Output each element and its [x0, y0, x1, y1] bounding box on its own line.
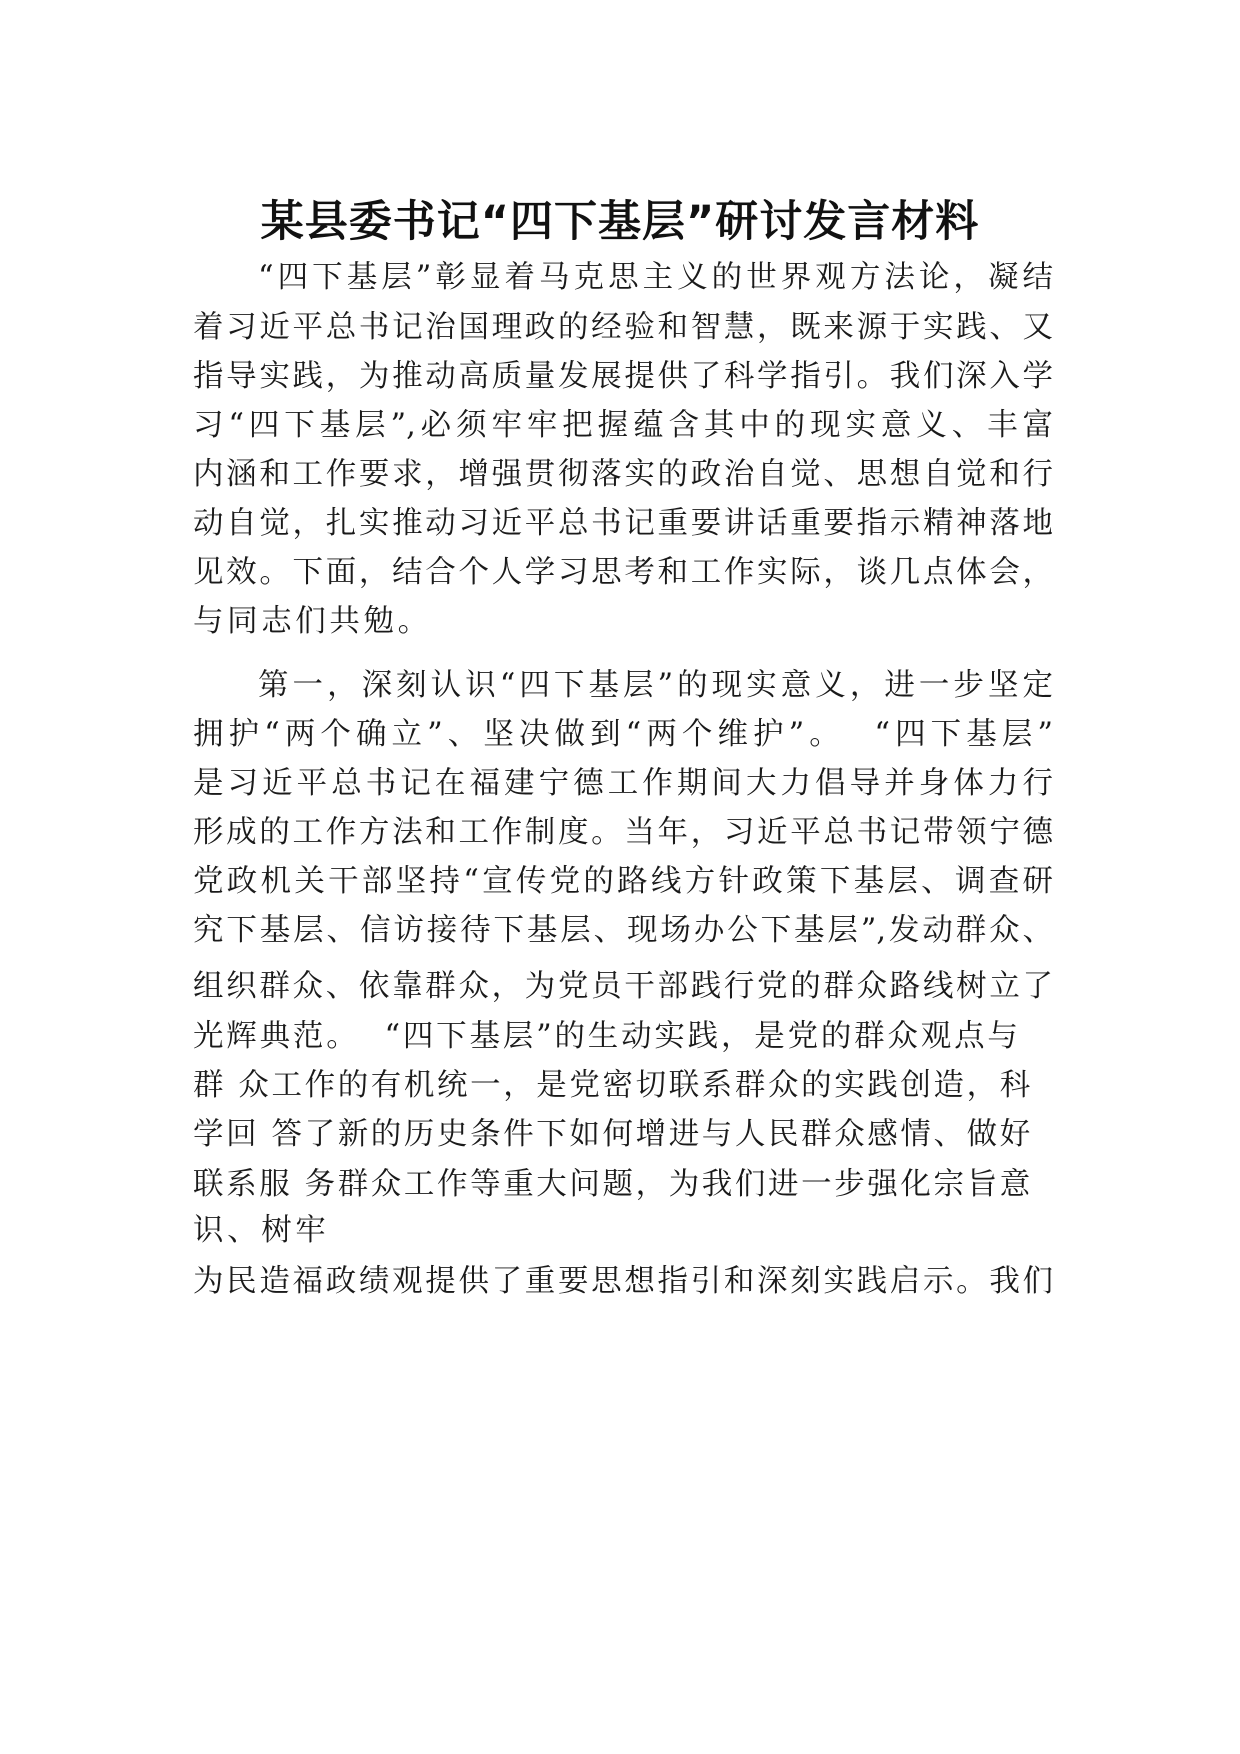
- paragraph-1-line-4: 习“四下基层”,必须牢牢把握蕴含其中的现实意义、丰富: [193, 408, 1053, 443]
- paragraph-2-line-11: 联系服 务群众工作等重大问题，为我们进一步强化宗旨意: [193, 1167, 1033, 1202]
- paragraph-2-line-8: 光辉典范。 “四下基层”的生动实践，是党的群众观点与: [193, 1019, 1021, 1054]
- paragraph-2-line-13: 为民造福政绩观提供了重要思想指引和深刻实践启示。我们: [193, 1264, 1053, 1299]
- paragraph-2-line-10: 学回 答了新的历史条件下如何增进与人民群众感情、做好: [193, 1117, 1033, 1152]
- paragraph-2-line-12: 识、树牢: [193, 1213, 330, 1248]
- paragraph-2-line-4: 形成的工作方法和工作制度。当年，习近平总书记带领宁德: [193, 815, 1053, 850]
- paragraph-1-line-3: 指导实践，为推动高质量发展提供了科学指引。我们深入学: [193, 359, 1053, 394]
- paragraph-2-line-7: 组织群众、依靠群众，为党员干部践行党的群众路线树立了: [193, 969, 1053, 1004]
- paragraph-1-line-5: 内涵和工作要求，增强贯彻落实的政治自觉、思想自觉和行: [193, 457, 1053, 492]
- paragraph-2-line-1: 第一，深刻认识“四下基层”的现实意义，进一步坚定: [258, 668, 1053, 703]
- paragraph-2-line-5: 党政机关干部坚持“宣传党的路线方针政策下基层、调查研: [193, 864, 1053, 899]
- paragraph-2-line-9: 群 众工作的有机统一，是党密切联系群众的实践创造，科: [193, 1068, 1033, 1103]
- paragraph-1-line-8: 与同志们共勉。: [193, 604, 432, 639]
- paragraph-1-line-2: 着习近平总书记治国理政的经验和智慧，既来源于实践、又: [193, 310, 1053, 345]
- document-title: 某县委书记“四下基层”研讨发言材料: [260, 197, 980, 247]
- paragraph-2-line-6: 究下基层、信访接待下基层、现场办公下基层”,发动群众、: [193, 913, 1053, 948]
- paragraph-1-line-6: 动自觉，扎实推动习近平总书记重要讲话重要指示精神落地: [193, 506, 1053, 541]
- paragraph-1-line-1: “四下基层”彰显着马克思主义的世界观方法论，凝结: [258, 260, 1053, 295]
- paragraph-1-line-7: 见效。下面，结合个人学习思考和工作实际，谈几点体会，: [193, 555, 1053, 590]
- paragraph-2-line-2: 拥护“两个确立”、坚决做到“两个维护”。 “四下基层”: [193, 717, 1053, 752]
- paragraph-2-line-3: 是习近平总书记在福建宁德工作期间大力倡导并身体力行: [193, 766, 1053, 801]
